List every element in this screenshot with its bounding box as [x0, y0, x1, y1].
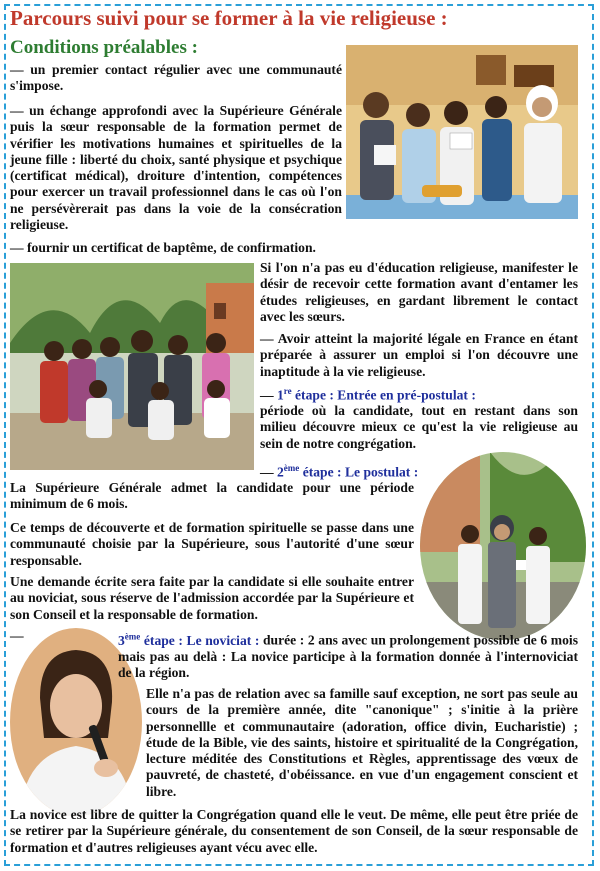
step2-dash: — [260, 464, 274, 480]
paragraph-postulat-admission: La Supérieure Générale admet la candidate pour une période minimum de 6 mois. [10, 480, 414, 512]
paragraph-religious-education: Si l'on n'a pas eu d'éducation religieuse, manifester le désir de recevoir cette formation avant d'entamer les études religieuses, en gardant librement le contact avec les sœurs. [260, 260, 578, 324]
step2-label: étape : Le postulat : [299, 464, 419, 480]
section-subtitle: Conditions préalables : [10, 37, 198, 58]
paragraph-certificate: — fournir un certificat de baptême, de confirmation. [10, 240, 316, 255]
step2-sup: ème [283, 463, 300, 473]
step1-sup: re [283, 386, 292, 396]
paragraph-legal-age: — Avoir atteint la majorité légale en France en étant préparée à assurer un emploi si l'on découvre une inaptitude à la vie religieuse. [260, 331, 578, 379]
paragraph-noviciat-life: Elle n'a pas de relation avec sa famille sauf exception, ne sort pas seule au cours de la première année, dite "canonique" ; s'initie à la prière personnellle et communautaire (adoration, office divin, Eucharistie) ; étude de la Bible, vie des saints, histoire et spiritualité de la Congrégation, lecture méditée des Constitutions et Règles, apprentissage des vœux de pauvreté, de chasteté, d'obéissance. en vue d'un engagement conscient et libre. [146, 686, 578, 799]
paragraph-postulat-request: Une demande écrite sera faite par la candidate si elle souhaite entrer au noviciat, sous réserve de l'admission accordée par la Supérieure et son Conseil et la responsable de formation. [10, 574, 414, 622]
step3-text: durée : 2 ans avec un prolongement possible de 6 mois mais pas au delà : La novice participe à la formation donnée à l'internoviciat de la région. [118, 632, 578, 681]
paragraph-pre-postulat: période où la candidate, tout en restant dans son milieu découvre mieux ce qu'est la vie religieuse au sein de notre congrégation. [260, 403, 578, 451]
step3-num: 3 [118, 632, 125, 648]
step1-num: 1 [277, 387, 284, 403]
step3-label: étape : Le noviciat : [140, 632, 260, 648]
paragraph-first-contact: — un premier contact régulier avec une communauté s'impose. [10, 62, 342, 94]
step2-num: 2 [277, 464, 284, 480]
step3-sup: ème [124, 631, 141, 641]
step3-heading [118, 633, 259, 648]
step1-dash: — [260, 387, 274, 403]
photo-group-certificates [346, 45, 578, 219]
paragraph-postulat-discovery: Ce temps de découverte et de formation spirituelle se passe dans une communauté choisie par la Supérieure, sous l'autorité d'une sœur responsable. [10, 520, 414, 568]
page-title: Parcours suivi pour se former à la vie religieuse : [10, 6, 448, 30]
step1-heading [260, 383, 578, 404]
step2-heading [260, 460, 460, 481]
step3-dash: — [10, 628, 24, 643]
paragraph-noviciat-intro [118, 628, 578, 681]
paragraph-discussion: — un échange approfondi avec la Supérieure Générale puis la sœur responsable de la formation permet de vérifier les motivations humaines et spirituelles de la jeune fille : liberté du choix, santé physique et psychique (certificat médical), droiture d'intention, compétences pour exercer un travail professionnel dans le cas où l'on ne persévèrerait pas dans la voie de la consécration religieuse. [10, 103, 342, 233]
photo-group-outdoors [10, 263, 254, 470]
paragraph-noviciat-freedom: La novice est libre de quitter la Congrégation quand elle le veut. De même, elle peut être priée de se retirer par la Supérieure générale, du consentement de son Conseil, de la sœur responsable de formation et d'autres religieuses ayant vécu avec elle. [10, 807, 578, 855]
step1-label: étape : Entrée en pré-postulat : [291, 387, 476, 403]
